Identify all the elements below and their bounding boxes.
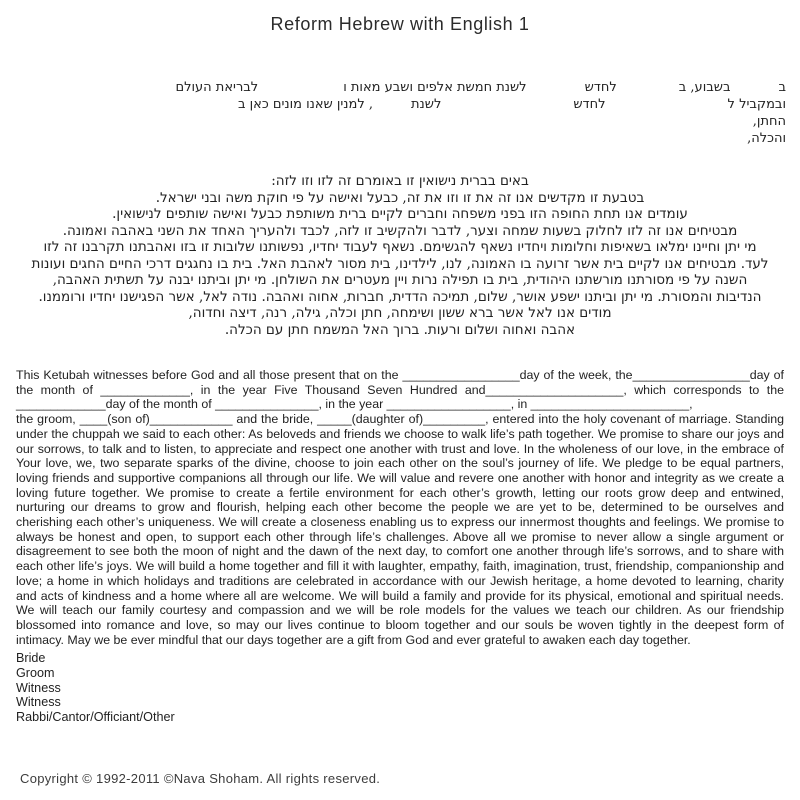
hebrew-line: מבטיחים אנו זה לזו לחלוק בשעות שמחה וצער, לדבר ולהקשיב זו לזה, לכבד ולהעריך האחד את השני באהבה ואמונה. (62, 222, 738, 239)
hebrew-date-line1-seg4: לשנת חמשת אלפים ושבע מאות ו (343, 80, 527, 95)
hebrew-line: לעד. מבטיחים אנו לקיים בית אשר זרועה בו האמונה, לנו, לילדינו, בית מסור לאהבת האל. בית בו נחגגים דרכי החיים החגים ועונות (31, 255, 769, 272)
page-title: Reform Hebrew with English 1 (270, 14, 530, 34)
hebrew-date-line2-seg4: , למנין שאנו מונים כאן ב (237, 97, 373, 112)
signature-label-bride: Bride (16, 651, 46, 666)
signature-label-officiant: Rabbi/Cantor/Officiant/Other (16, 709, 175, 724)
signature-label-witness-2: Witness (16, 695, 61, 710)
hebrew-line: אהבה ואחוה ושלום ורעות. ברוך האל המשמח חתן עם הכלה. (224, 321, 576, 338)
hebrew-date-line1-seg5: לבריאת העולם (175, 80, 259, 95)
hebrew-line: באים בברית נישואין זו באומרם זה לזו וזו לזה: (271, 173, 529, 189)
hebrew-date-line1-seg2: בשבוע, ב (678, 80, 731, 95)
hebrew-line: בטבעת זו מקדשים אנו זה את זו וזו את זה, כבעל ואישה על פי חוקת משה ובני ישראל. (155, 189, 645, 206)
hebrew-vows-paragraph (25, 173, 775, 338)
hebrew-date-line-2 (14, 96, 786, 113)
fill-in-blank-civil-month (441, 107, 573, 108)
hebrew-line: עומדים אנו תחת החופה הזו בפני משפחה וחברים לקיים ברית משותפת כבעל ואישה שותפים לנישואין. (112, 206, 688, 222)
hebrew-date-line2-seg1: ובמקביל ל (727, 97, 786, 112)
fill-in-blank-day (730, 90, 778, 91)
signature-label-witness-1: Witness (16, 680, 61, 695)
hebrew-date-line-1 (14, 79, 786, 96)
signature-labels (16, 651, 784, 724)
fill-in-blank-civil-year (373, 107, 411, 108)
hebrew-line: הנדיבות והמסורת. מי יתן וביתנו ישפע אושר, שלום, תמיכה הדדית, חברות, אחוה ואהבה. נודה לאל, אשר הפגישנו יחדיו ורוממנו. (38, 288, 762, 305)
hebrew-line: מודים אנו לאל אשר ברא ששון ושימחה, חתן וכלה, גילה, רנה, דיצה וחדוה, (188, 305, 612, 321)
fill-in-blank-civil-day (606, 107, 728, 108)
english-translation (16, 368, 784, 647)
copyright-notice: Copyright © 1992-2011 ©Nava Shoham. All rights reserved. (20, 771, 381, 786)
fill-in-blank-year (258, 90, 343, 91)
hebrew-date-line1-seg1: ב (778, 80, 786, 95)
hebrew-line: השנה על פי מסורתנו מורשתנו היהודית, בית בו תפילה נרות ויין מעטרים את השולחן. מי יתן וביתנו יבנה על תשתית האהבה, (52, 272, 748, 288)
hebrew-date-line1-seg3: לחדש (584, 80, 617, 95)
fill-in-blank-week (617, 90, 679, 91)
english-vows-paragraph: the groom, ____(son of)____________ and the bride, _____(daughter of)_________, entered into the holy covenant of marriage. Standing under the chuppah we said to each other: As beloveds and friends we choose to walk life’s path together. We promise to share our joys and our sorrows, to talk and to listen, to appreciate and respect one another with trust and love. In the wholeness of our love, in the embrace of Your love, we, two separate sparks of the divine, choose to join each other on the soul’s journey of life. We pledge to be equal partners, loving friends and supportive companions all through our life. We will value and revere one another with honor and integrity as we create a loving future together. We promise to create a fertile environment for each other’s growth, letting our roots grow deep and entwined, nurturing our dreams to grow and flourish, helping each other become the people we are yet to be, determined to be ourselves and cherishing each other’s uniqueness. We will create a closeness enabling us to express our innermost thoughts and feelings. We promise to always be honest and open, to support each other through life’s challenges. Above all we promise to never allow a single argument or disagreement to see both the moon of night and the dawn of the next day, to comfort one another through life’s sorrows, and to share with each other life’s joys. We will build a home together and fill it with laughter, empathy, faith, imagination, trust, friendship, companionship and love; a home in which holidays and traditions are celebrated in accordance with our Jewish heritage, a home devoted to learning, charity and acts of kindness and a home where all are welcome. We will build a family and provide for its physical, emotional and spiritual needs. We will teach our family courtesy and compassion and we will be role models for the values we teach our children. As our friendship blossomed into romance and love, so may our lives continue to bloom together and our souls be woven tightly in the deepest form of intimacy. May we be ever mindful that our days together are a gift from God and ever grateful to awaken each day together. (16, 412, 784, 647)
hebrew-date-line2-seg2: לחדש (573, 97, 606, 112)
fill-in-blank-month (527, 90, 585, 91)
hebrew-date-header (0, 35, 800, 147)
hebrew-groom-label: החתן, (752, 114, 786, 129)
hebrew-date-line2-seg3: לשנת (410, 97, 442, 112)
signature-label-groom: Groom (16, 665, 55, 680)
hebrew-line: מי יתן וחיינו ימלאו בשאיפות וחלומות ויחדיו נשאף להגשימם. נשאף לעבוד יחדיו, נפשותנו שלובות זו בזו ואהבתנו תקרבנו זה לזו (43, 239, 757, 255)
english-date-paragraph: This Ketubah witnesses before God and all those present that on the _________________day of the week, the_________________day of the month of _____________, in the year Five Thousand Seven Hundred and____________________, which corresponds to the _____________day of the month of _______________, in the year __________________, in _______________________, (16, 368, 784, 412)
hebrew-bride-label: והכלה, (747, 131, 786, 146)
